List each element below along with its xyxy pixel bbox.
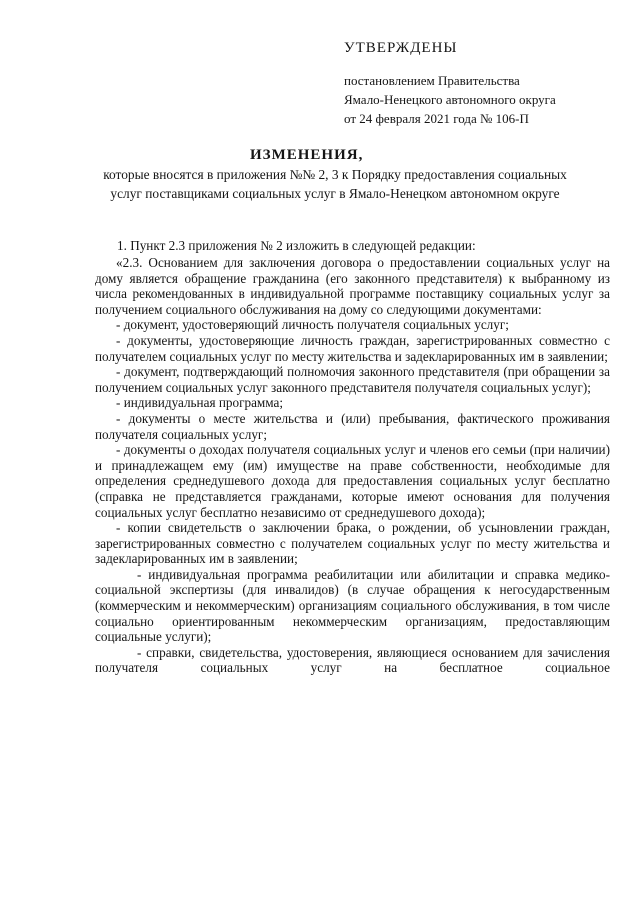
approval-line: постановлением Правительства	[344, 73, 520, 88]
list-item: - документы о доходах получателя социальных услуг и членов его семьи (при наличии) и принадлежащем ему (им) имуществе на праве собственности, необходимые для определения среднедушевого дохода для предоставления социальных услуг бесплатно (справка не представляется гражданами, которые имеют основания для получения социальных услуг бесплатно независимо от среднедушевого дохода);	[95, 442, 610, 520]
list-item: - копии свидетельств о заключении брака, о рождении, об усыновлении граждан, зарегистрированных совместно с получателем социальных услуг по месту жительства и задекларированных им в заявлении;	[95, 520, 610, 567]
list-item: - справки, свидетельства, удостоверения, являющиеся основанием для зачисления получателя социальных услуг на бесплатное социальное	[95, 644, 610, 676]
list-item: - документ, удостоверяющий личность получателя социальных услуг;	[116, 317, 509, 333]
list-item: - документы о месте жительства и (или) пребывания, фактического проживания получателя социальных услуг;	[95, 410, 610, 442]
approval-heading: УТВЕРЖДЕНЫ	[344, 40, 458, 56]
paragraph: 1. Пункт 2.3 приложения № 2 изложить в следующей редакции:	[117, 238, 476, 253]
list-item: - индивидуальная программа;	[116, 395, 284, 411]
approval-line: Ямало-Ненецкого автономного округа	[344, 92, 556, 107]
approval-block	[344, 40, 624, 128]
approval-line: от 24 февраля 2021 года № 106-П	[344, 111, 529, 126]
document-subtitle: которые вносятся в приложения №№ 2, 3 к Порядку предоставления социальных услуг поставщиками социальных услуг в Ямало-Ненецком автономном округе	[103, 167, 567, 201]
document-body	[95, 237, 610, 676]
list-item: - документ, подтверждающий полномочия законного представителя (при обращении за получением социальных услуг законного представителя получателя социальных услуг);	[95, 364, 610, 395]
list-item: - документы, удостоверяющие личность граждан, зарегистрированных совместно с получателем социальных услуг по месту жительства и задекларированных им в заявлении;	[95, 332, 610, 364]
list-item: - индивидуальная программа реабилитации или абилитации и справка медико-социальной экспертизы (для инвалидов) (в случае обращения к негосударственным (коммерческим и некоммерческим) организациям социального обслуживания, в том числе социально ориентированным некоммерческим организациям, предоставляющим социальные услуги);	[95, 566, 610, 645]
paragraph: «2.3. Основанием для заключения договора о предоставлении социальных услуг на дому является обращение гражданина (его законного представителя) к выбранному из числа рекомендованных в индивидуальной программе поставщику социальных услуг за получением социального обслуживания на дому со следующими документами:	[95, 255, 610, 317]
document-title: ИЗМЕНЕНИЯ,	[250, 147, 364, 163]
